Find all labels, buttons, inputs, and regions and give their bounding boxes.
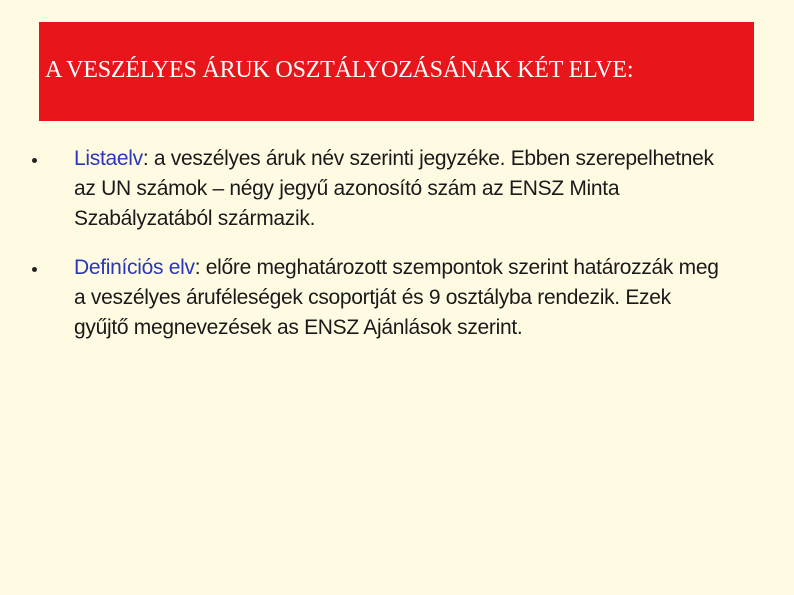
slide-title: A VESZÉLYES ÁRUK OSZTÁLYOZÁSÁNAK KÉT ELVE: — [45, 57, 634, 83]
bullet-term: Listaelv — [74, 147, 143, 170]
bullet-dot-icon — [32, 267, 37, 272]
bullet-list — [30, 144, 730, 362]
bullet-text — [74, 253, 730, 343]
bullet-item-listaelv — [30, 144, 730, 234]
bullet-dot-icon — [32, 158, 37, 163]
bullet-body: : előre meghatározott szempontok szerint határozzák meg a veszélyes áruféleségek csoportját és 9 osztályba rendezik. Ezek gyűjtő megnevezések as ENSZ Ajánlások szerint. — [74, 256, 719, 339]
bullet-text — [74, 144, 730, 234]
bullet-item-definicios-elv — [30, 253, 730, 343]
bullet-term: Definíciós elv — [74, 256, 195, 279]
bullet-body: : a veszélyes áruk név szerinti jegyzéke. Ebben szerepelhetnek az UN számok – négy jegyű azonosító szám az ENSZ Minta Szabályzatából származik. — [74, 147, 714, 230]
title-bar — [39, 22, 754, 121]
